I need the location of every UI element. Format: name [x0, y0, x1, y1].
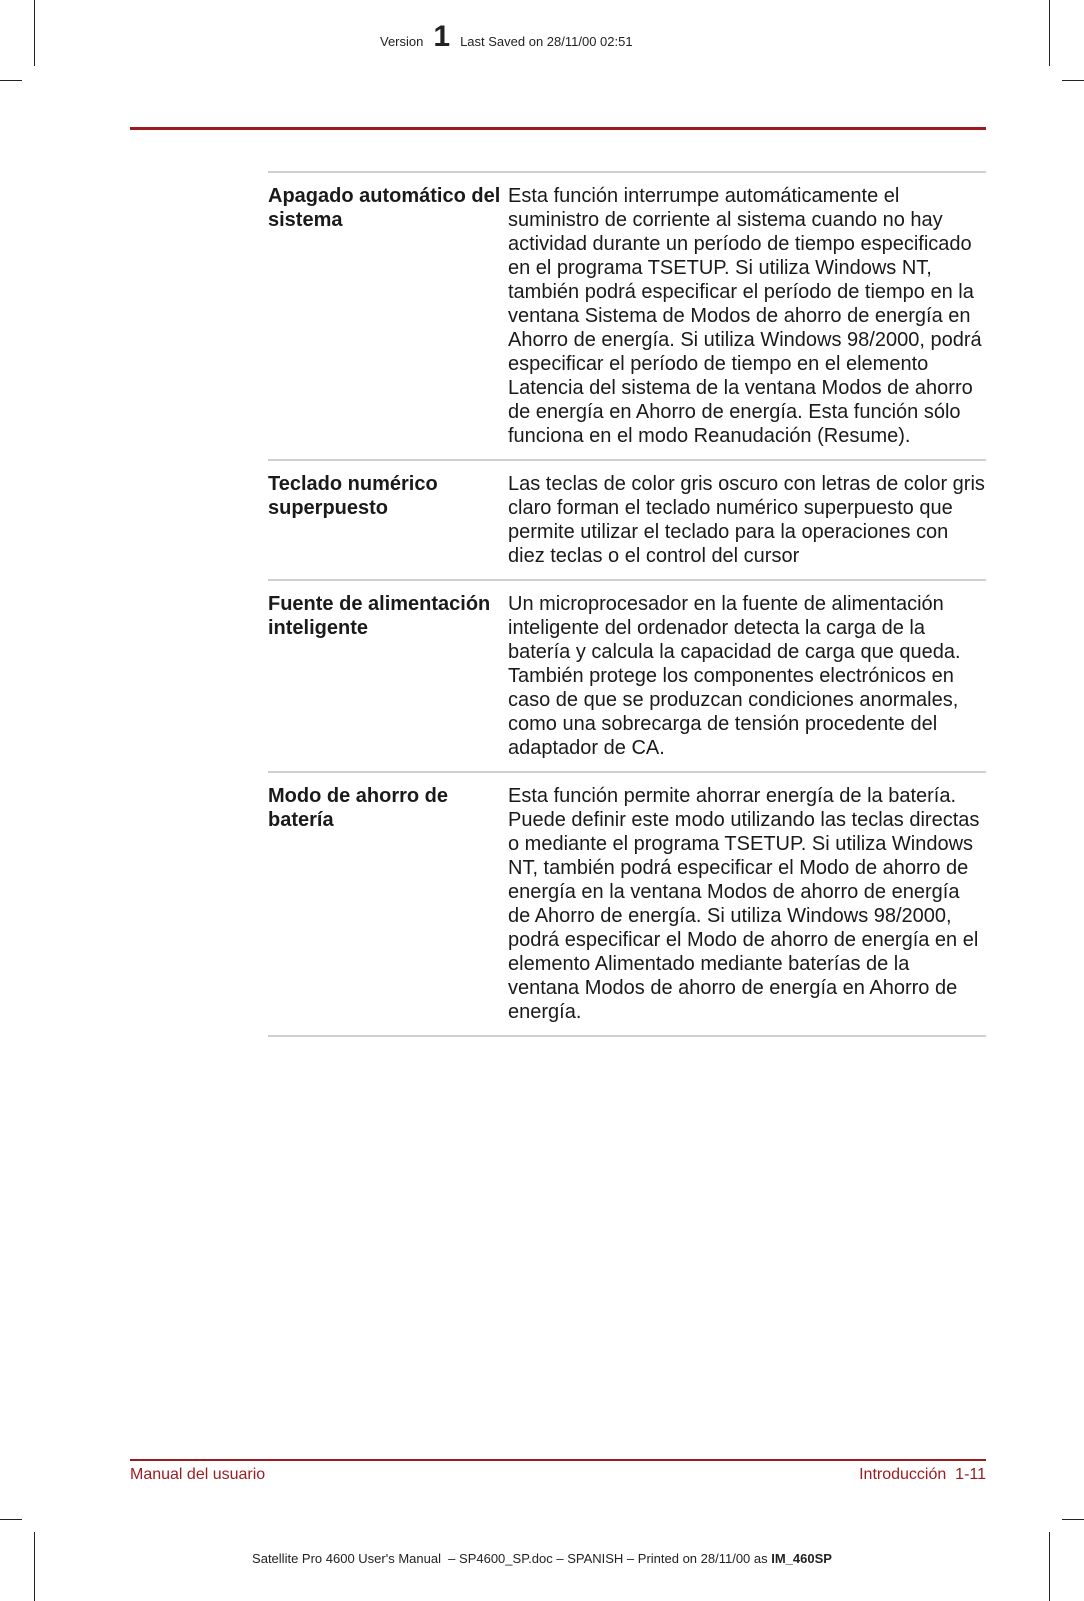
table-row	[268, 171, 986, 459]
term: Teclado numérico superpuesto	[268, 473, 438, 519]
term: Fuente de alimentación inteligente	[268, 593, 491, 639]
version-label: Version	[380, 34, 424, 49]
version-number: 1	[433, 20, 451, 53]
crop-mark	[34, 1532, 35, 1601]
description: Las teclas de color gris oscuro con letras de color gris claro forman el teclado numérico superpuesto que permite utilizar el teclado para la operaciones con diez teclas o el control del cursor	[508, 473, 985, 567]
crop-mark	[1049, 0, 1050, 66]
crop-mark	[1062, 1519, 1084, 1520]
print-info-text: Satellite Pro 4600 User's Manual – SP4600_SP.doc – SPANISH – Printed on 28/11/00 as	[252, 1551, 772, 1566]
table-row	[268, 579, 986, 771]
crop-mark	[1062, 80, 1084, 81]
crop-mark	[0, 1519, 22, 1520]
footer-manual-title: Manual del usuario	[130, 1466, 266, 1483]
print-info	[0, 1551, 1084, 1566]
description: Un microprocesador en la fuente de alimentación inteligente del ordenador detecta la carga de la batería y calcula la capacidad de carga que queda. También protege los componentes electrónicos en caso de que se produzcan condiciones anormales, como una sobrecarga de tensión procedente del adaptador de CA.	[508, 593, 961, 759]
footer-page-number: Introducción 1-11	[859, 1466, 986, 1483]
crop-mark	[34, 0, 35, 66]
table-row	[268, 459, 986, 579]
description: Esta función permite ahorrar energía de la batería. Puede definir este modo utilizando las teclas directas o mediante el programa TSETUP. Si utiliza Windows NT, también podrá especificar el Modo de ahorro de energía en la ventana Modos de ahorro de energía de Ahorro de energía. Si utiliza Windows 98/2000, podrá especificar el Modo de ahorro de energía en el elemento Alimentado mediante baterías de la ventana Modos de ahorro de energía en Ahorro de energía.	[508, 785, 980, 1023]
table-row	[268, 771, 986, 1037]
bottom-rule	[130, 1459, 986, 1461]
print-info-code: IM_460SP	[771, 1551, 832, 1566]
term: Modo de ahorro de batería	[268, 785, 448, 831]
description: Esta función interrumpe automáticamente el suministro de corriente al sistema cuando no hay actividad durante un período de tiempo especificado en el programa TSETUP. Si utiliza Windows NT, también podrá especificar el período de tiempo en la ventana Sistema de Modos de ahorro de energía en Ahorro de energía. Si utiliza Windows 98/2000, podrá especificar el período de tiempo en el elemento Latencia del sistema de la ventana Modos de ahorro de energía en Ahorro de energía. Esta función sólo funciona en el modo Reanudación (Resume).	[508, 185, 982, 447]
definition-table	[268, 171, 986, 1037]
crop-mark	[1049, 1532, 1050, 1601]
term: Apagado automático del sistema	[268, 185, 501, 231]
top-rule	[130, 127, 986, 130]
last-saved: Last Saved on 28/11/00 02:51	[460, 34, 633, 49]
version-header	[380, 22, 710, 52]
crop-mark	[0, 80, 22, 81]
